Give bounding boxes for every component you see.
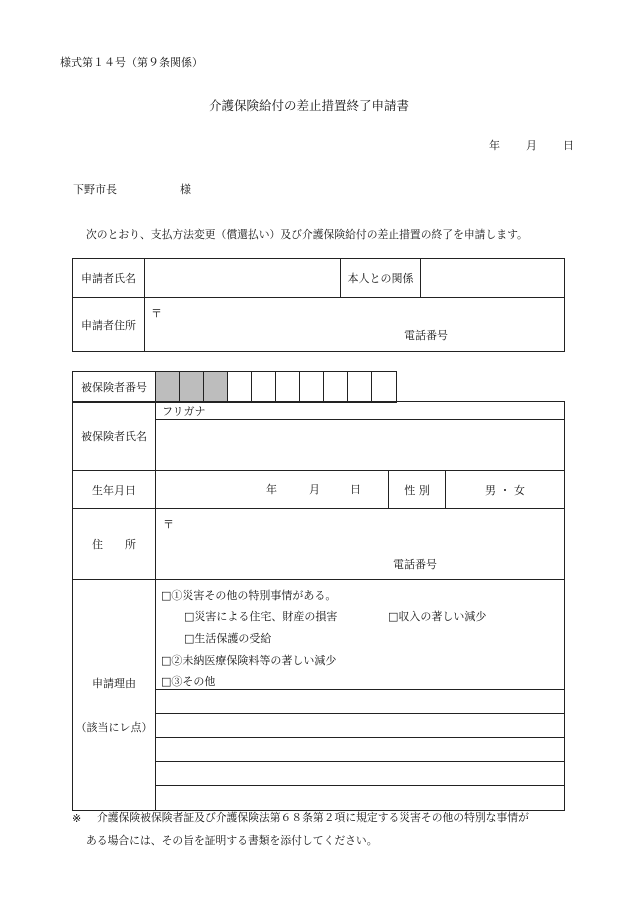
- intro-text: 次のとおり、支払方法変更（償還払い）及び介護保険給付の差止措置の終了を申請します。: [86, 228, 528, 241]
- gender-options[interactable]: 男 ・ 女: [446, 471, 565, 509]
- insured-number-digit[interactable]: [276, 372, 300, 403]
- insured-number-digit[interactable]: [324, 372, 348, 403]
- reason-option-1a[interactable]: □災害による住宅、財産の損害: [184, 610, 338, 623]
- note-line-2: ある場合には、その旨を証明する書類を添付してください。: [86, 834, 378, 847]
- dob-label: 生年月日: [73, 471, 156, 509]
- reason-line: [156, 737, 564, 738]
- applicant-address-field[interactable]: [145, 298, 565, 352]
- dob-year: 年: [266, 483, 277, 496]
- reason-line: [156, 689, 564, 690]
- insured-number-digit[interactable]: [372, 372, 397, 403]
- applicant-name-label: 申請者氏名: [73, 259, 145, 298]
- reason-option-1b[interactable]: □収入の著しい減少: [388, 610, 487, 623]
- insured-phone-label: 電話番号: [393, 558, 437, 571]
- dob-field[interactable]: [156, 471, 389, 509]
- reason-label-cell: [73, 580, 156, 811]
- insured-number-digit[interactable]: [348, 372, 372, 403]
- insured-number-label: 被保険者番号: [73, 372, 156, 403]
- reason-label: 申請理由: [92, 677, 136, 690]
- insured-number-digit[interactable]: [300, 372, 324, 403]
- addressee: 下野市長: [73, 183, 117, 196]
- reason-option-1[interactable]: □①災害その他の特別事情がある。: [161, 589, 337, 602]
- addressee-suffix: 様: [180, 183, 191, 196]
- relation-field[interactable]: [421, 259, 565, 298]
- reason-line: [156, 761, 564, 762]
- applicant-table: [72, 258, 565, 352]
- insured-number-digit: [204, 372, 228, 403]
- reason-line: [156, 713, 564, 714]
- insured-number-table: [72, 371, 397, 403]
- date-year: 年: [489, 139, 500, 152]
- date-day: 日: [563, 139, 574, 152]
- insured-number-digit: [180, 372, 204, 403]
- note-mark: ※: [72, 812, 82, 825]
- insured-number-digit: [156, 372, 180, 403]
- reason-option-1c[interactable]: □生活保護の受給: [184, 632, 272, 645]
- reason-sublabel: （該当にレ点）: [75, 721, 153, 734]
- insured-address-label: 住 所: [73, 509, 156, 580]
- reason-option-3[interactable]: □③その他: [161, 675, 216, 688]
- furigana-label: フリガナ: [162, 405, 206, 418]
- applicant-phone-label: 電話番号: [404, 329, 448, 342]
- insured-name-field[interactable]: [156, 402, 565, 471]
- insured-name-label: 被保険者氏名: [73, 402, 156, 471]
- postal-mark: 〒: [151, 307, 162, 320]
- insured-address-field[interactable]: [156, 509, 565, 580]
- date-month: 月: [526, 139, 537, 152]
- gender-label: 性 別: [389, 471, 446, 509]
- reason-option-2[interactable]: □②未納医療保険料等の著しい減少: [161, 654, 337, 667]
- postal-mark: 〒: [163, 518, 174, 531]
- dob-month: 月: [309, 483, 320, 496]
- applicant-address-label: 申請者住所: [73, 298, 145, 352]
- applicant-name-field[interactable]: [145, 259, 341, 298]
- page-title: 介護保険給付の差止措置終了申請書: [209, 98, 410, 113]
- dob-day: 日: [350, 483, 361, 496]
- furigana-divider: [156, 419, 564, 420]
- form-number: 様式第１４号（第９条関係）: [60, 56, 203, 69]
- note-line-1: 介護保険被保険者証及び介護保険法第６８条第２項に規定する災害その他の特別な事情が: [97, 811, 529, 824]
- reason-line: [156, 785, 564, 786]
- insured-number-digit[interactable]: [228, 372, 252, 403]
- reason-field: [156, 580, 565, 811]
- insured-table: [72, 401, 565, 811]
- insured-number-digit[interactable]: [252, 372, 276, 403]
- relation-label: 本人との関係: [341, 259, 421, 298]
